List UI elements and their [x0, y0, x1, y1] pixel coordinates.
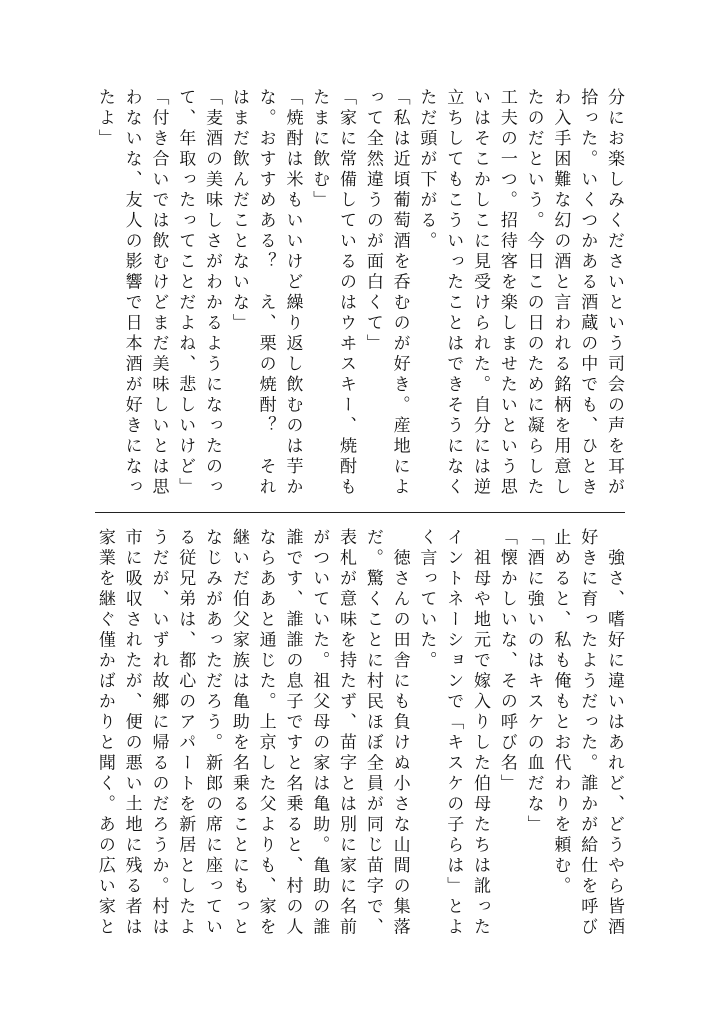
text-column: ただ頭が下がる。 [416, 88, 437, 252]
text-column: る従兄弟は、都心のアパートを新居としたよ [175, 528, 196, 938]
text-column: たまに飲む」 [309, 88, 330, 211]
text-column: 拾った。いくつかある酒蔵の中でも、ひとき [577, 88, 598, 498]
text-column: 誰です、誰誰の息子ですと名乗ると、村の人 [282, 528, 303, 938]
text-column: な。おすすめある？ え、栗の焼酎？ それ [255, 88, 276, 498]
text-column: 「酒に強いのはキスケの血だな」 [523, 528, 544, 836]
text-column: 「焼酎は米もいいけど繰り返し飲むのは芋か [282, 88, 303, 498]
text-column: 工夫の一つ。招待客を楽しませたいという思 [496, 88, 517, 498]
text-column: イントネーションで「キスケの子らは」とよ [443, 528, 464, 938]
text-column: 「付き合いでは飲むけどまだ美味しいとは思 [148, 88, 169, 498]
text-column: 市に吸収されたが、便の悪い土地に残る者は [121, 528, 142, 938]
text-column: って全然違うのが面白くて」 [362, 88, 383, 355]
text-column: 「懐かしいな、その呼び名」 [496, 528, 517, 795]
text-column: 分にお楽しみくださいという司会の声を耳が [604, 88, 624, 498]
text-column: 徳さんの田舎にも負けぬ小さな山間の集落 [389, 528, 410, 938]
text-column: 「家に常備しているのはウヰスキー、焼酎も [336, 88, 357, 498]
text-column: 表札が意味を持たず、苗字とは別に家に名前 [336, 528, 357, 938]
text-column: 立ちしてもこういったことはできそうになく [443, 88, 464, 498]
text-column: 好きに育ったようだった。誰かが給仕を呼び [577, 528, 598, 938]
text-column: うだが、いずれ故郷に帰るのだろうか。村は [148, 528, 169, 938]
text-column: く言っていた。 [416, 528, 437, 672]
text-column: ならああと通じた。上京した父よりも、家を [255, 528, 276, 938]
text-column: だ。驚くことに村民ほぼ全員が同じ苗字で、 [362, 528, 383, 938]
text-column: 「麦酒の美味しさがわかるようになったのっ [202, 88, 223, 498]
text-column: 「私は近頃葡萄酒を呑むのが好き。産地によ [389, 88, 410, 498]
section-divider [95, 512, 625, 513]
text-column: 祖母や地元で嫁入りした伯母たちは訛った [470, 528, 491, 938]
text-column: たよ」 [94, 88, 115, 150]
text-column: 継いだ伯父家族は亀助を名乗ることにもっと [228, 528, 249, 938]
text-column: わ入手困難な幻の酒と言われる銘柄を用意し [550, 88, 571, 498]
text-column: がついていた。祖父母の家は亀助。亀助の誰 [309, 528, 330, 938]
upper-text-block [91, 88, 627, 508]
text-column: 強さ、嗜好に違いはあれど、どうやら皆酒 [604, 528, 624, 938]
text-column: わないな、友人の影響で日本酒が好きになっ [121, 88, 142, 498]
text-column: 止めると、私も俺もとお代わりを頼む。 [550, 528, 571, 897]
text-column: なじみがあっただろう。新郎の席に座ってい [202, 528, 223, 938]
text-column: 家業を継ぐ僅かばかりと聞く。あの広い家と [94, 528, 115, 938]
text-column: いはそこかしこに見受けられた。自分には逆 [470, 88, 491, 498]
text-column: て、年取ったってことだよね、悲しいけど」 [175, 88, 196, 498]
lower-text-block [91, 528, 627, 948]
text-column: たのだという。今日この日のために凝らした [523, 88, 544, 498]
text-column: はまだ飲んだことないな」 [228, 88, 249, 334]
